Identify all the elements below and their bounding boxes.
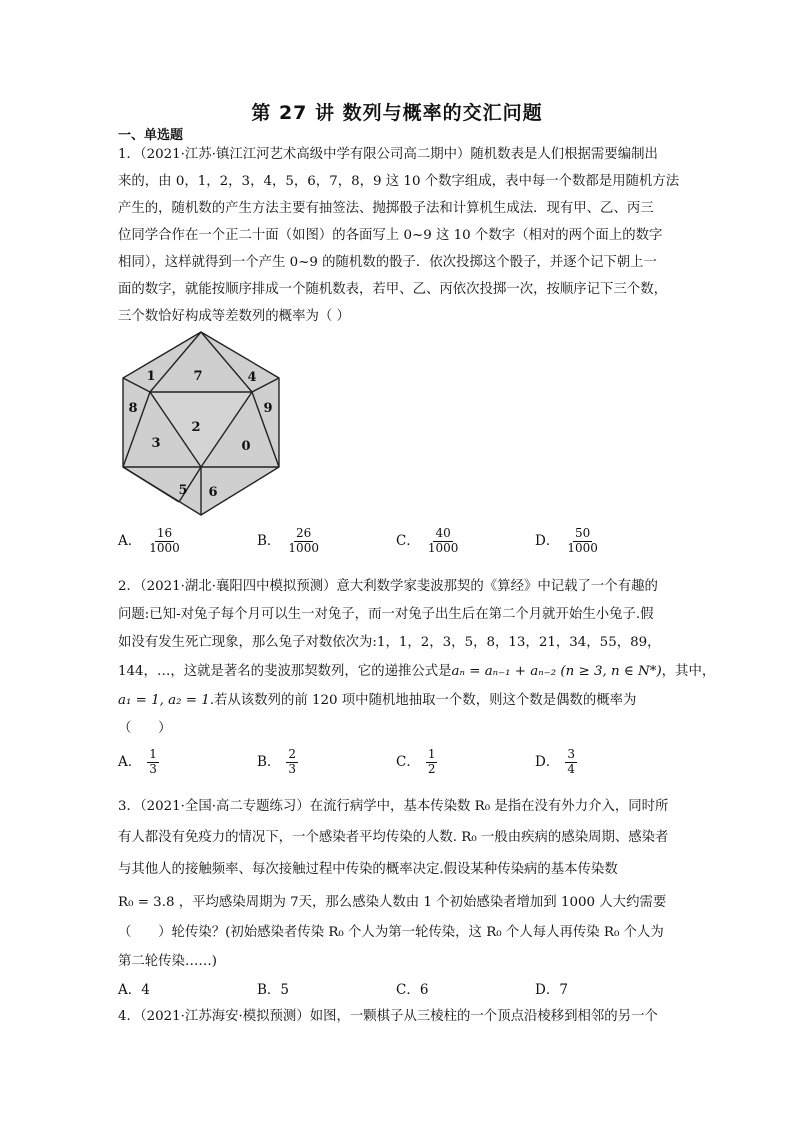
q3-line-2: 有人都没有免疫力的情况下，一个感染者平均传染的人数. R₀ 一般由疾病的感染周期、感染者 (118, 830, 669, 845)
q1-option-c[interactable] (396, 527, 460, 556)
q3-option-d[interactable]: D．7 (535, 982, 568, 998)
icosahedron-diagram (118, 330, 288, 520)
denominator: 2 (427, 761, 436, 776)
q3-line-1: 3．（2021·全国·高二专题练习）在流行病学中，基本传染数 R₀ 是指在没有外力介入，同时所 (118, 799, 669, 814)
q2-option-a[interactable] (118, 748, 159, 777)
fraction (426, 527, 461, 556)
q2-text: .若从该数列的前 120 项中随机地抽取一个数，则这个数是偶数的概率为 (209, 693, 637, 708)
die-face-label: 9 (263, 401, 273, 416)
die-face-label: 4 (247, 370, 257, 385)
denominator: 4 (567, 761, 575, 776)
denominator: 3 (288, 761, 297, 776)
q3-line-6: 第二轮传染……) (118, 954, 217, 969)
denominator: 1000 (288, 540, 319, 555)
q1-line-2: 来的，由 0，1，2，3，4，5，6，7，8，9 这 10 个数字组成，表中每一个数都是用随机方法 (118, 174, 680, 189)
q3-line-4: R₀ = 3.8 ，平均感染周期为 7天，那么感染人数由 1 个初始感染者增加到 1000 人大约需要 (118, 895, 667, 910)
q2-text: 144，…，这就是著名的斐波那契数列，它的递推公式是 (118, 664, 452, 679)
option-letter: A． (118, 532, 142, 549)
fraction (565, 527, 600, 556)
initial-values-formula: a₁ = 1, a₂ = 1 (118, 693, 210, 708)
option-letter: A． (118, 753, 142, 770)
denominator: 1000 (567, 540, 598, 555)
die-face-label: 8 (128, 401, 138, 416)
denominator: 1000 (149, 540, 180, 555)
fraction (426, 748, 438, 777)
q2-option-c[interactable] (396, 748, 437, 777)
numerator: 40 (435, 526, 451, 540)
q1-line-6: 面的数字，就能按顺序排成一个随机数表，若甲、乙、丙依次投掷一次，按顺序记下三个数， (118, 282, 668, 297)
option-letter: D． (535, 532, 560, 549)
numerator: 1 (427, 747, 436, 761)
numerator: 50 (574, 526, 591, 540)
icosahedron-figure (118, 330, 288, 524)
page-title: 第 27 讲 数列与概率的交汇问题 (251, 102, 543, 124)
die-face-label: 3 (151, 436, 161, 451)
die-face-label: 6 (208, 485, 218, 500)
option-letter: C． (396, 532, 420, 549)
q1-line-7: 三个数恰好构成等差数列的概率为（ ） (118, 309, 350, 324)
q3-line-3: 与其他人的接触频率、每次接触过程中传染的概率决定.假设某种传染病的基本传染数 (118, 862, 618, 877)
numerator: 16 (156, 526, 173, 540)
fraction (286, 527, 321, 556)
numerator: 26 (296, 526, 312, 540)
numerator: 3 (567, 747, 575, 761)
option-letter: B． (257, 753, 281, 770)
option-letter: B． (257, 532, 281, 549)
q2-line-4 (118, 660, 715, 679)
q2-text: ，其中， (661, 664, 716, 679)
q1-option-b[interactable] (257, 527, 321, 556)
q3-option-a[interactable]: A．4 (118, 982, 150, 998)
recurrence-formula: aₙ = aₙ₋₁ + aₙ₋₂ (n ≥ 3, n ∈ N*) (451, 664, 662, 679)
option-letter: D． (535, 753, 560, 770)
die-face-label: 2 (191, 420, 201, 435)
q3-line-5: （ ）轮传染？(初始感染者传染 R₀ 个人为第一轮传染，这 R₀ 个人每人再传染 R₀ 个人为 (118, 925, 664, 940)
numerator: 1 (149, 747, 157, 761)
q2-line-5 (118, 689, 636, 708)
q2-line-1: 2．（2021·湖北·襄阳四中模拟预测）意大利数学家斐波那契的《算经》中记载了一个有趣的 (118, 579, 658, 594)
q2-line-6: （ ） (118, 721, 172, 736)
q2-line-3: 如没有发生死亡现象，那么兔子对数依次为:1，1，2，3，5，8，13，21，34，55，89， (118, 635, 661, 650)
q3-option-c[interactable]: C．6 (396, 982, 429, 998)
numerator: 2 (288, 747, 297, 761)
fraction (565, 748, 577, 777)
die-face-label: 1 (146, 369, 156, 384)
q4-line-1: 4．（2021·江苏海安·模拟预测）如图，一颗棋子从三棱柱的一个顶点沿棱移到相邻的另一个 (118, 1009, 658, 1024)
q1-line-4: 位同学合作在一个正二十面（如图）的各面写上 0~9 这 10 个数字（相对的两个面上的数字 (118, 228, 663, 243)
denominator: 3 (149, 761, 157, 776)
q2-option-b[interactable] (257, 748, 298, 777)
die-face-label: 5 (178, 483, 188, 498)
option-letter: C． (396, 753, 420, 770)
die-face-label: 0 (241, 439, 251, 454)
die-face-label: 7 (193, 369, 203, 384)
q2-line-2: 问题:已知-对兔子每个月可以生一对兔子，而一对兔子出生后在第二个月就开始生小兔子.假 (118, 607, 654, 622)
fraction (147, 527, 182, 556)
section-heading: 一、单选题 (118, 128, 184, 143)
fraction (286, 748, 298, 777)
q1-line-5: 相同），这样就得到一个产生 0~9 的随机数的骰子．依次投掷这个骰子，并逐个记下朝上一 (118, 255, 657, 270)
q1-option-d[interactable] (535, 527, 600, 556)
q3-option-b[interactable]: B．5 (257, 982, 290, 998)
q1-option-a[interactable] (118, 527, 182, 556)
q1-line-3: 产生的，随机数的产生方法主要有抽签法、抛掷骰子法和计算机生成法．现有甲、乙、丙三 (118, 201, 654, 216)
fraction (147, 748, 159, 777)
denominator: 1000 (427, 540, 459, 555)
q2-option-d[interactable] (535, 748, 577, 777)
q1-line-1: 1．（2021·江苏·镇江江河艺术高级中学有限公司高二期中）随机数表是人们根据需要编制出 (118, 147, 658, 162)
